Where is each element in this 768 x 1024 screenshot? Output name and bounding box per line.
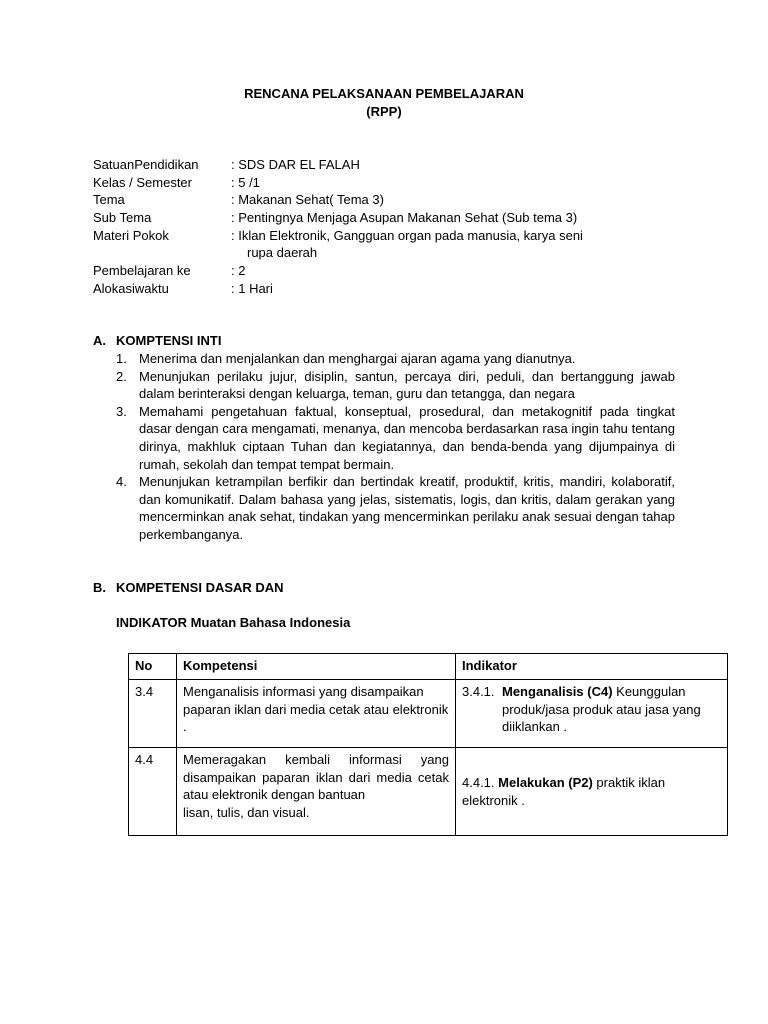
identity-value: : SDS DAR EL FALAH [231, 157, 360, 172]
subheading-part-2: Muatan Bahasa Indonesia [190, 615, 351, 630]
identity-value-continued: rupa daerah [247, 245, 318, 260]
header-indikator: Indikator [456, 654, 728, 680]
section-a-title: KOMPTENSI INTI [116, 333, 222, 348]
section-a-letter: A. [93, 333, 106, 348]
identity-value: : 5 /1 [231, 175, 260, 190]
identity-label: Kelas / Semester [93, 175, 192, 190]
indikator-code: 3.4.1. [462, 684, 495, 699]
table-row [129, 680, 728, 748]
list-item-text: Menunjukan ketrampilan berfikir dan bertindak kreatif, produktif, kritis, mandiri, kolaboratif, dan komunikatif. Dalam bahasa yang jelas, sistematis, logis, dan kritis, dalam gerakan yang mencerminkan anak sehat, tindakan yang mencerminkan perilaku anak sesuai dengan tahap perkembanganya. [139, 474, 675, 542]
identity-label: SatuanPendidikan [93, 157, 199, 172]
kompetensi-text: Memeragakan kembali informasi yang disampaikan paparan iklan dari media cetak atau elektronik dengan bantuan [183, 752, 449, 802]
list-item-text: Menunjukan perilaku jujur, disiplin, santun, percaya diri, peduli, dan bertanggung jawab dalam berinteraksi dengan keluarga, teman, guru dan tetangga, dan negara [139, 368, 675, 402]
header-kompetensi: Kompetensi [177, 654, 456, 680]
identity-value: : Pentingnya Menjaga Asupan Makanan Sehat (Sub tema 3) [231, 210, 578, 225]
section-a-heading [93, 333, 221, 348]
indikator-desc: Keunggulan produk/jasa produk atau jasa yang diiklankan . [502, 684, 701, 734]
list-item-number: 2. [116, 368, 127, 384]
cell-no: 3.4 [129, 680, 177, 748]
cell-indikator [456, 748, 728, 836]
identity-label: Sub Tema [93, 210, 152, 225]
cell-kompetensi [177, 748, 456, 836]
identity-value: : Iklan Elektronik, Gangguan organ pada manusia, karya seni [231, 228, 583, 243]
identity-label: Alokasiwaktu [93, 281, 169, 296]
kompetensi-dasar-table [128, 653, 728, 836]
identity-value: : 2 [231, 263, 246, 278]
kompetensi-text-continued: lisan, tulis, dan visual. [183, 804, 310, 820]
list-item [116, 350, 675, 368]
identity-label: Materi Pokok [93, 228, 169, 243]
identity-label: Pembelajaran ke [93, 263, 191, 278]
indikator-bold: Menganalisis (C4) [502, 684, 613, 699]
table-row [129, 748, 728, 836]
document-subtitle: (RPP) [366, 104, 402, 119]
list-item [116, 368, 675, 403]
cell-indikator [456, 680, 728, 748]
list-item-text: Menerima dan menjalankan dan menghargai ajaran agama yang dianutnya. [139, 351, 576, 366]
section-b-title: KOMPETENSI DASAR DAN [116, 580, 284, 595]
cell-kompetensi: Menganalisis informasi yang disampaikan paparan iklan dari media cetak atau elektronik . [177, 680, 456, 748]
indikator-text [462, 683, 721, 736]
section-b-heading [93, 580, 284, 595]
list-item-number: 1. [116, 351, 127, 366]
cell-no: 4.4 [129, 748, 177, 836]
identity-label: Tema [93, 192, 125, 207]
indikator-desc: praktik iklan elektronik . [462, 775, 666, 808]
document-title: RENCANA PELAKSANAAN PEMBELAJARAN [244, 86, 524, 101]
list-item-number: 4. [116, 474, 127, 490]
list-item-number: 3. [116, 403, 127, 419]
identity-value: : 1 Hari [231, 281, 273, 296]
indikator-bold: Melakukan (P2) [498, 775, 593, 790]
list-item [116, 403, 675, 473]
subheading-part-1: INDIKATOR [116, 615, 188, 630]
section-b-subheading [116, 615, 350, 630]
identity-value: : Makanan Sehat( Tema 3) [231, 192, 384, 207]
section-b-letter: B. [93, 580, 106, 595]
list-item-text: Memahami pengetahuan faktual, konseptual, prosedural, dan metakognitif pada tingkat dasar dengan cara mengamati, menanya, dan mencoba berdasarkan rasa ingin tahu tentang dirinya, makhluk ciptaan Tuhan dan kegiatannya, dan benda-benda yang dijumpainya di rumah, sekolah dan tempat tempat bermain. [139, 403, 675, 472]
kompetensi-inti-list [116, 350, 675, 544]
table-header-row [129, 654, 728, 680]
list-item [116, 473, 675, 543]
indikator-code: 4.4.1. [462, 775, 495, 790]
header-no: No [129, 654, 177, 680]
